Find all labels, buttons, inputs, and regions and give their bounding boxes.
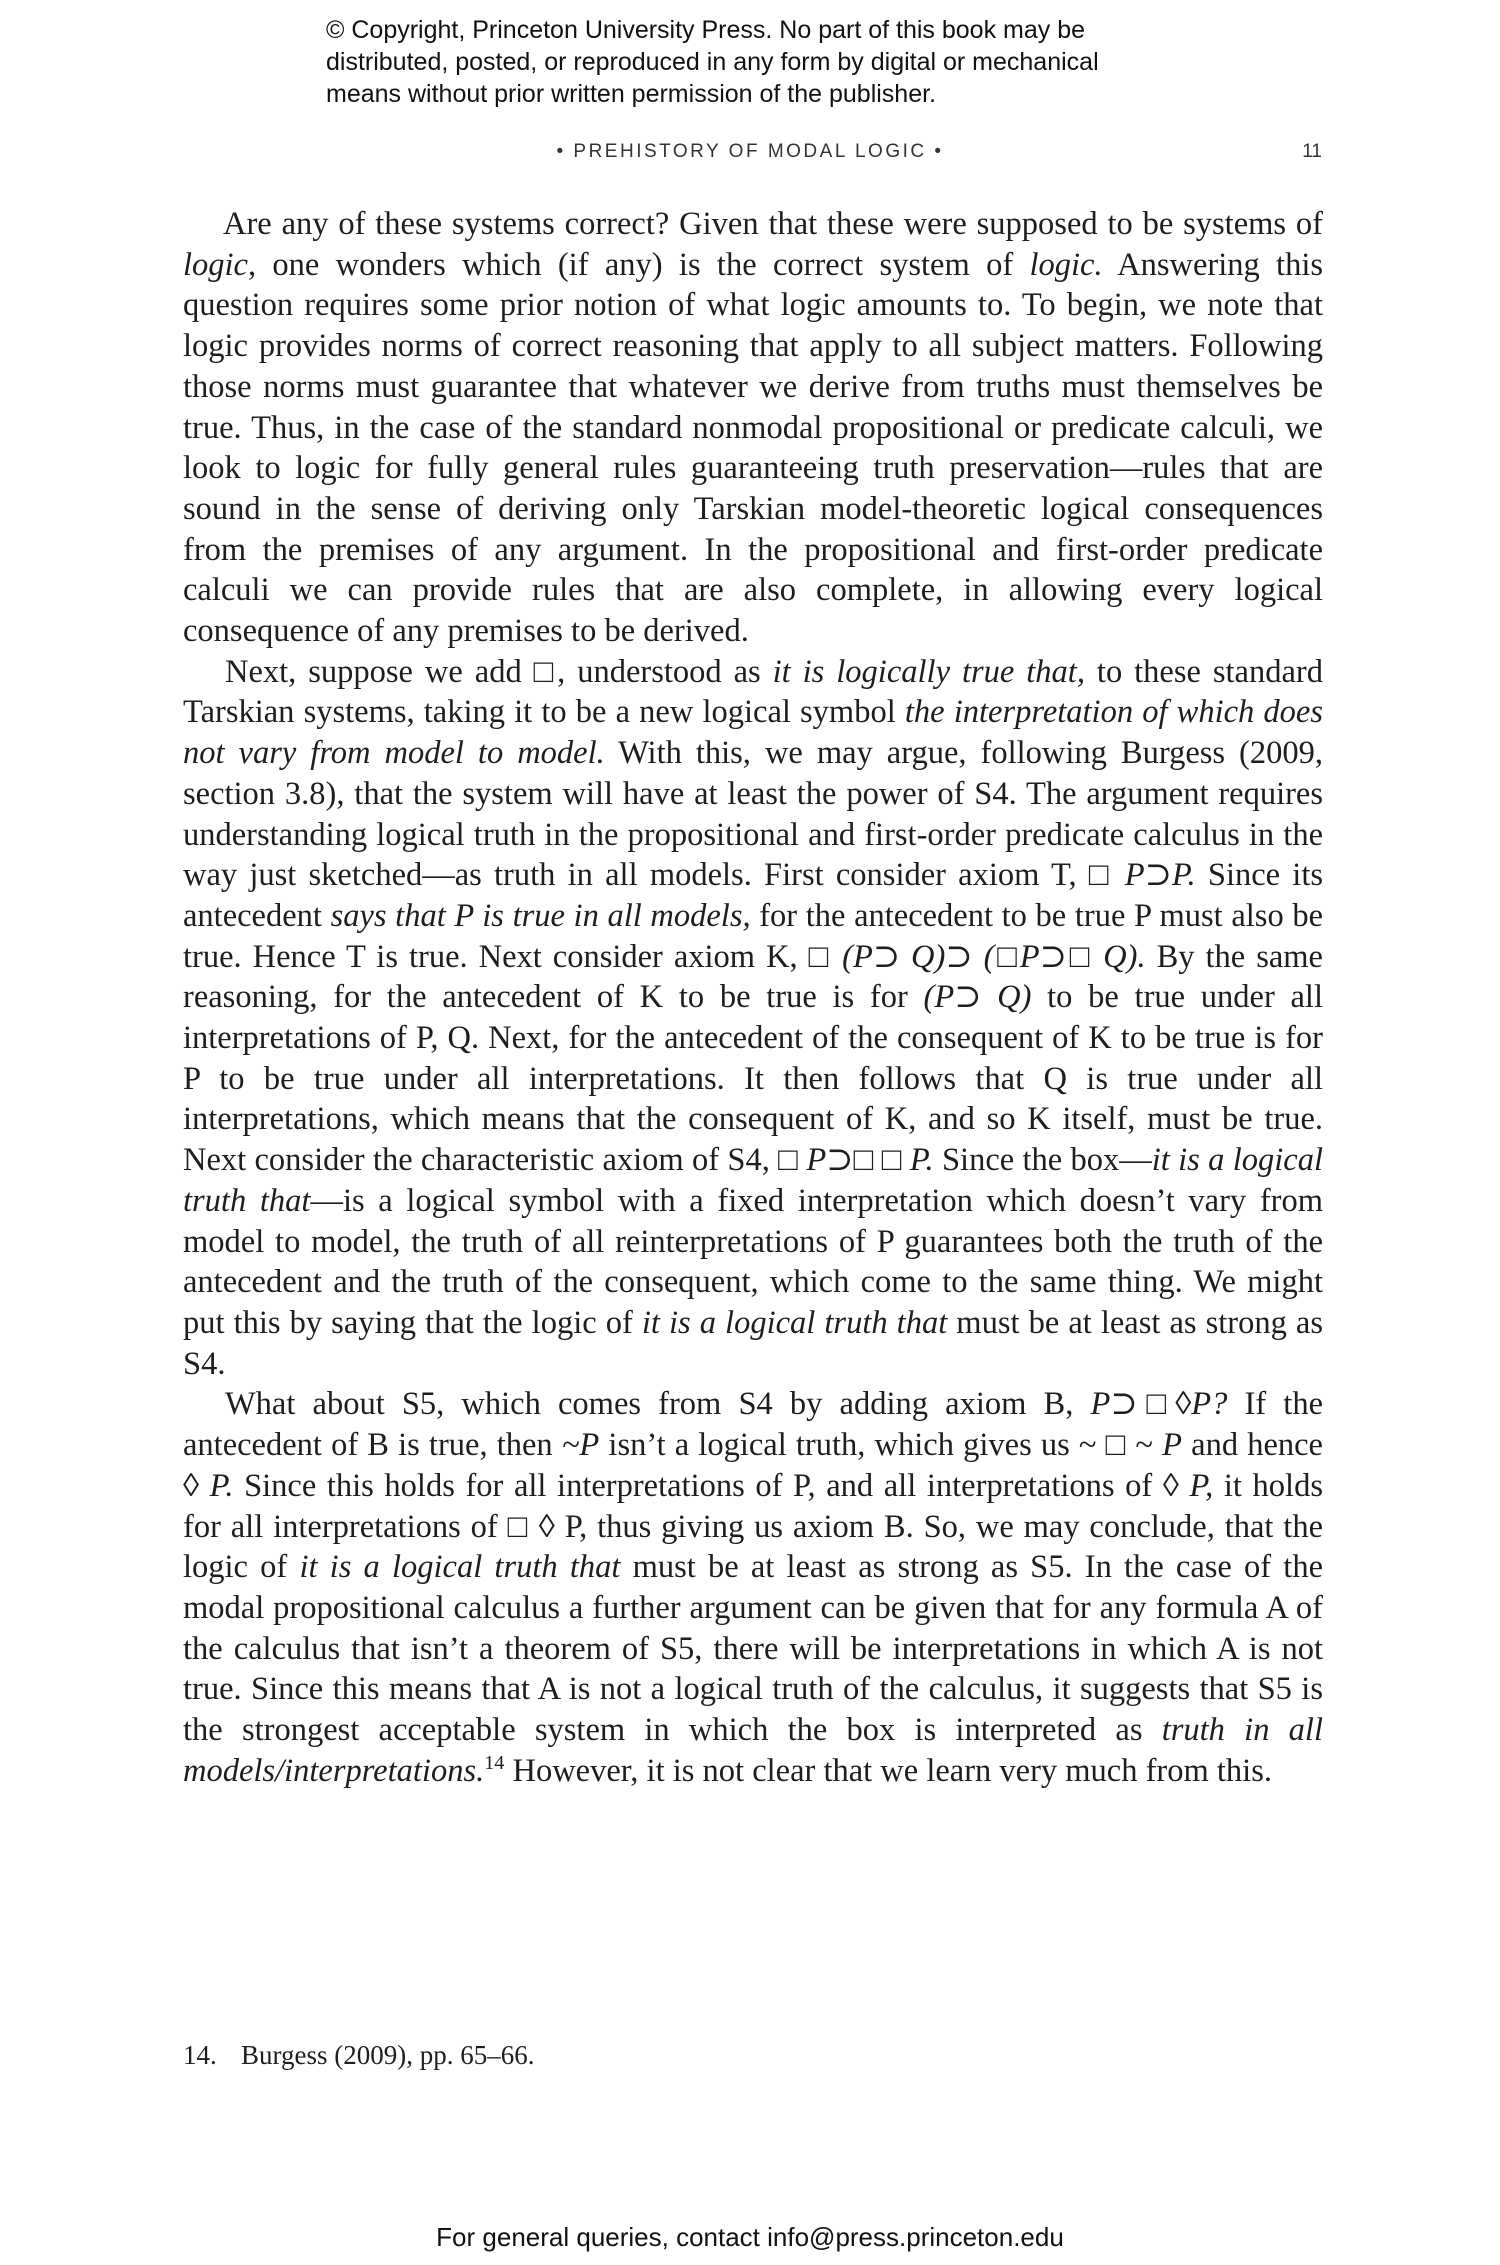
text-run: for the antecedent to be true P must also be true. Hence T is true. Next consider axiom K, □ [183, 897, 1323, 975]
copyright-line: © Copyright, Princeton University Press. No part of this book may be [326, 16, 1086, 44]
italic-run: the interpretation of which does not vary from model to model. [183, 694, 1323, 772]
italic-run: P, [1189, 1467, 1214, 1504]
text-run: to be true under all interpretations of P, Q. Next, for the antecedent of the consequent of K to be true is for P to be true under all interpretations. It then follows that Q is true under all interpretations, which means that the consequent of K, and so K itself, must be true. Next consider the characteristic axiom of S4, □ [183, 979, 1323, 1179]
footnote-text: Burgess (2009), pp. 65–66. [241, 2040, 535, 2070]
text-run: However, it is not clear that we learn very much from this. [504, 1752, 1272, 1789]
text-run: —is a logical symbol with a fixed interpretation which doesn’t vary from model to model, the truth of all reinterpretations of P guarantees both the truth of the antecedent and the truth of the consequent, which come to the same thing. We might put this by saying that the logic of [183, 1182, 1323, 1341]
text-run: What about S5, which comes from S4 by adding axiom B, [225, 1386, 1091, 1423]
text-run: to these standard Tarskian systems, taking it to be a new logical symbol [183, 653, 1323, 731]
text-run: Next, suppose we add □, understood as [225, 653, 773, 690]
paragraph [183, 652, 1323, 1385]
running-head-title: • PREHISTORY OF MODAL LOGIC • [556, 141, 944, 162]
text-run: Answering this question requires some prior notion of what logic amounts to. To begin, we note that logic provides norms of correct reasoning that apply to all subject matters. Following those norms must guarantee that whatever we derive from truths must themselves be true. Thus, in the case of the standard nonmodal propositional or predicate calculi, we look to logic for fully general rules guaranteeing truth preservation—rules that are sound in the sense of deriving only Tarskian model-theoretic logical consequences from the premises of any argument. In the propositional and first-order predicate calculi we can provide rules that are also complete, in allowing every logical consequence of any premises to be derived. [183, 246, 1323, 650]
italic-run: P⊃P. [1124, 857, 1196, 894]
italic-run: truth in all models/interpretations. [183, 1712, 1323, 1789]
text-run: isn’t a logical truth, which gives us ~ □ ~ [599, 1427, 1163, 1464]
italic-run: it is a logical truth that [183, 1142, 1323, 1219]
italic-run: P [1162, 1427, 1182, 1464]
footer-contact: For general queries, contact info@press.princeton.edu [436, 2222, 1064, 2252]
italic-run: logic [183, 246, 248, 283]
page-number: 11 [1302, 141, 1322, 162]
italic-run: ~P [561, 1427, 600, 1464]
text-run: must be at least as strong as S4. [183, 1304, 1323, 1382]
italic-run: it is a logical truth that [641, 1304, 948, 1341]
italic-run: logic. [1029, 246, 1103, 283]
paragraph [183, 204, 1323, 652]
copyright-line: distributed, posted, or reproduced in any form by digital or mechanical [326, 48, 1099, 76]
text-run: If the antecedent of B is true, then [183, 1386, 1323, 1464]
text-run: By the same reasoning, for the antecedent of K to be true is for [183, 938, 1323, 1016]
text-run: Since this holds for all interpretations of P, and all interpretations of ◊ [233, 1467, 1190, 1504]
text-run: With this, we may argue, following Burgess (2009, section 3.8), that the system will have at least the power of S4. The argument requires understanding logical truth in the propositional and first-order predicate calculus in the way just sketched—as truth in all models. First consider axiom T, □ [183, 735, 1323, 894]
copyright-notice [326, 14, 1226, 110]
body-text [183, 204, 1323, 1791]
text-run: it holds for all interpretations of □ ◊ P, thus giving us axiom B. So, we may conclude, that the logic of [183, 1467, 1323, 1586]
text-run: Since its antecedent [183, 857, 1324, 934]
text-run: , one wonders which (if any) is the correct system of [247, 246, 1030, 283]
text-run: must be at least as strong as S5. In the case of the modal propositional calculus a further argument can be given that for any formula A of the calculus that isn’t a theorem of S5, there will be interpretations in which A is not true. Since this means that A is not a logical truth of the calculus, it suggests that S5 is the strongest acceptable system in which the box is interpreted as [183, 1549, 1324, 1749]
text-run: and hence ◊ [183, 1427, 1323, 1504]
footnote-ref: 14 [484, 1751, 505, 1774]
italic-run: P⊃□◊P? [1090, 1386, 1228, 1423]
footnote-number: 14. [183, 2040, 217, 2070]
paragraph [183, 1384, 1323, 1791]
text-run: Since the box— [933, 1142, 1152, 1179]
footnote [183, 2038, 1323, 2072]
italic-run: P⊃□ □ P. [806, 1142, 934, 1179]
italic-run: it is logically true that, [772, 653, 1085, 690]
text-run: Are any of these systems correct? Given that these were supposed to be systems of [223, 206, 1323, 242]
italic-run: P. [209, 1467, 234, 1504]
italic-run: (P⊃ Q) [923, 979, 1032, 1016]
italic-run: it is a logical truth that [299, 1549, 621, 1586]
running-header [0, 138, 1500, 168]
italic-run: says that P is true in all models, [330, 897, 751, 934]
italic-run: (P⊃ Q)⊃ (□P⊃□ Q). [842, 938, 1146, 975]
copyright-line: means without prior written permission of the publisher. [326, 80, 937, 108]
